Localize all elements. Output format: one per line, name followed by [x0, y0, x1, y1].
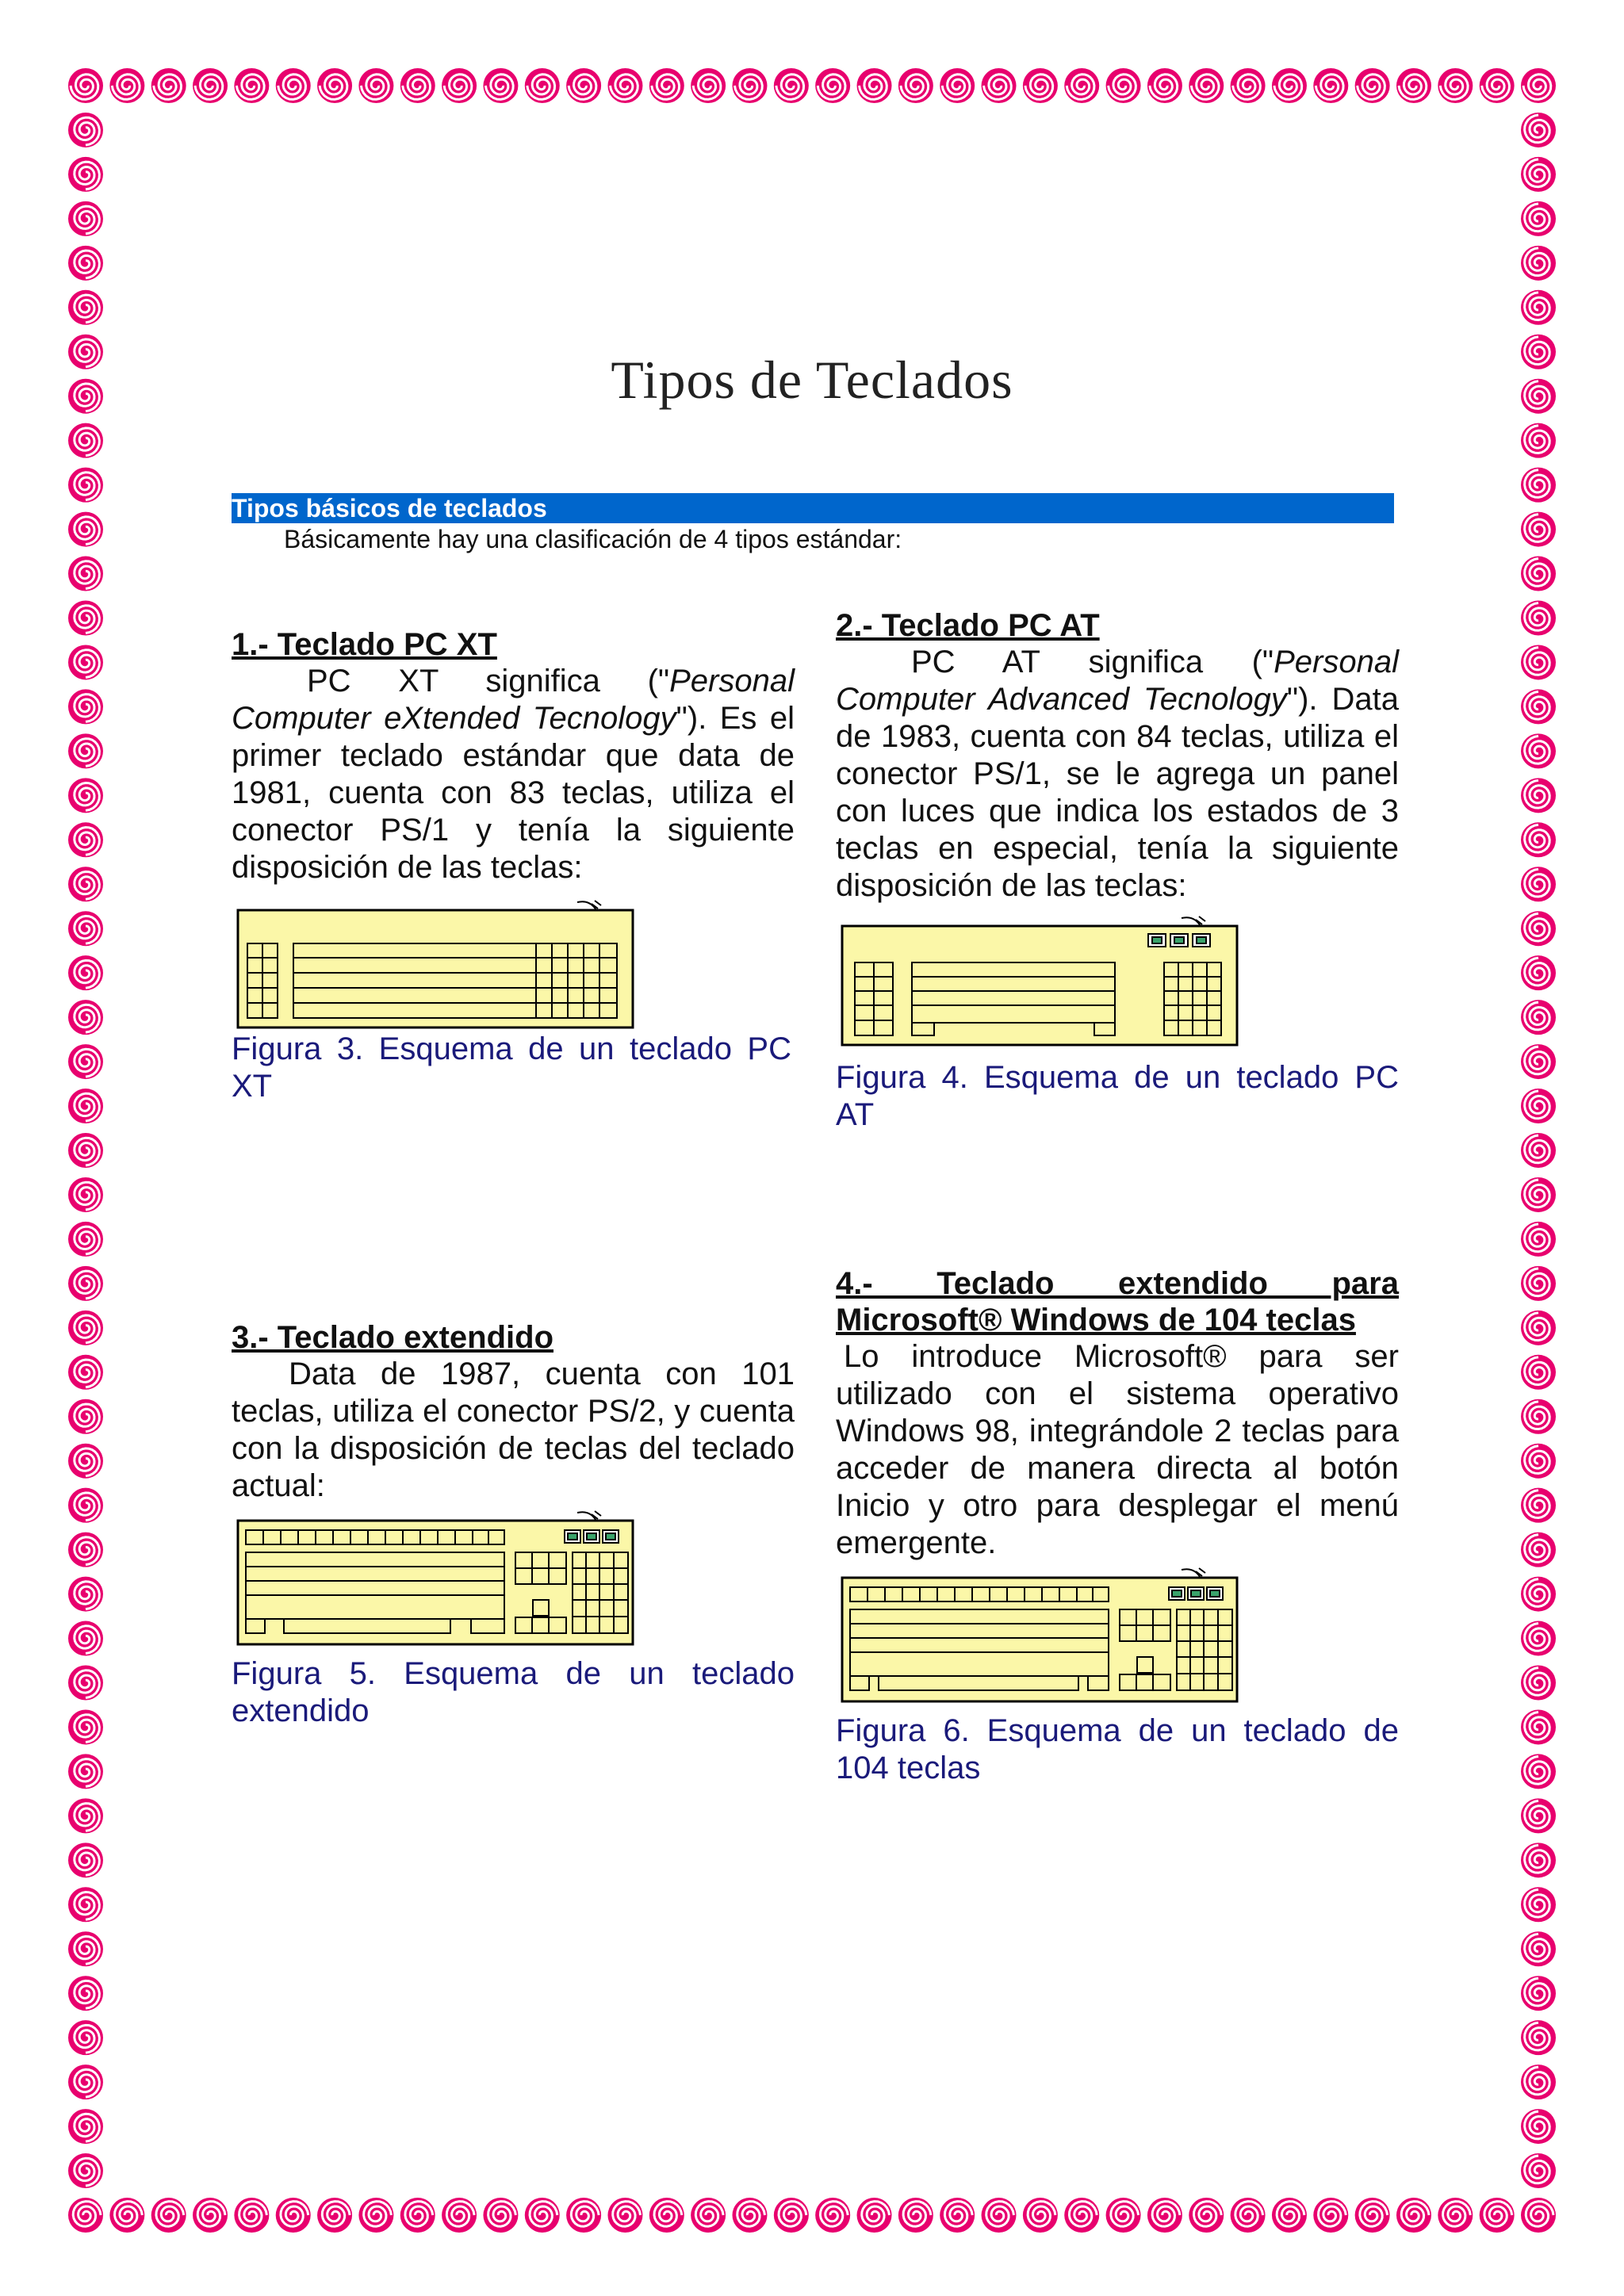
- spiral-ornament: [649, 68, 684, 103]
- spiral-ornament: [151, 68, 186, 103]
- section-bar: Tipos básicos de teclados: [232, 493, 1394, 523]
- keyboard-extended-diagram: [236, 1505, 637, 1647]
- spiral-ornament: [1521, 468, 1556, 503]
- spiral-ornament: [1521, 733, 1556, 768]
- spiral-ornament: [774, 68, 809, 103]
- spiral-ornament: [566, 2198, 601, 2233]
- spiral-ornament: [1521, 822, 1556, 857]
- spiral-ornament: [1521, 955, 1556, 990]
- spiral-ornament: [1147, 68, 1182, 103]
- spiral-ornament: [1521, 2020, 1556, 2055]
- spiral-ornament: [68, 733, 103, 768]
- page-title: Tipos de Teclados: [611, 350, 1013, 410]
- spiral-ornament: [1480, 2198, 1515, 2233]
- item-body: [836, 644, 1399, 905]
- item-body: Lo introduce Microsoft® para ser utilizado con el sistema operativo Windows 98, integrándole 2 teclas para acceder de manera directa al botón Inicio y otro para desplegar el menú emergente.: [836, 1339, 1399, 1560]
- spiral-ornament: [109, 2198, 144, 2233]
- item-body: Data de 1987, cuenta con 101 teclas, utiliza el conector PS/2, y cuenta con la disposición de teclas del teclado actual:: [232, 1357, 795, 1503]
- spiral-ornament: [68, 1000, 103, 1035]
- spiral-ornament: [1438, 68, 1473, 103]
- spiral-ornament: [483, 2198, 518, 2233]
- figure-caption: Figura 5. Esquema de un teclado extendido: [232, 1656, 795, 1728]
- spiral-ornament: [1521, 601, 1556, 636]
- spiral-ornament: [525, 68, 560, 103]
- spiral-ornament: [1272, 68, 1307, 103]
- spiral-ornament: [68, 1044, 103, 1079]
- spiral-ornament: [68, 1444, 103, 1479]
- spiral-ornament: [1521, 157, 1556, 192]
- spiral-ornament: [940, 68, 975, 103]
- spiral-ornament: [774, 2198, 809, 2233]
- item-heading: 1.- Teclado PC XT: [232, 627, 497, 662]
- spiral-ornament: [68, 246, 103, 281]
- spiral-ornament: [732, 2198, 767, 2233]
- spiral-ornament: [1480, 68, 1515, 103]
- spiral-ornament: [109, 68, 144, 103]
- spiral-ornament: [193, 68, 228, 103]
- spiral-ornament: [1521, 1754, 1556, 1789]
- spiral-ornament: [566, 68, 601, 103]
- spiral-ornament: [68, 689, 103, 724]
- spiral-ornament: [1396, 68, 1431, 103]
- spiral-ornament: [68, 2020, 103, 2055]
- spiral-ornament: [1521, 1621, 1556, 1656]
- spiral-ornament: [1521, 778, 1556, 813]
- spiral-ornament: [1521, 423, 1556, 458]
- spiral-ornament: [1521, 1266, 1556, 1301]
- spiral-ornament: [276, 68, 311, 103]
- spiral-ornament: [940, 2198, 975, 2233]
- spiral-ornament: [400, 68, 435, 103]
- spiral-ornament: [1521, 867, 1556, 901]
- spiral-ornament: [607, 68, 642, 103]
- spiral-ornament: [857, 68, 892, 103]
- spiral-ornament: [1064, 68, 1099, 103]
- spiral-ornament: [1521, 1798, 1556, 1833]
- spiral-ornament: [1521, 2064, 1556, 2099]
- spiral-ornament: [68, 1533, 103, 1567]
- spiral-ornament: [442, 68, 477, 103]
- spiral-ornament: [1189, 2198, 1224, 2233]
- spiral-ornament: [68, 1931, 103, 1966]
- spiral-ornament: [68, 1754, 103, 1789]
- spiral-ornament: [691, 68, 726, 103]
- spiral-ornament: [1189, 68, 1224, 103]
- spiral-ornament: [68, 1666, 103, 1701]
- spiral-ornament: [1023, 2198, 1058, 2233]
- keyboard-xt-diagram: [236, 894, 637, 1031]
- spiral-ornament: [1521, 2198, 1556, 2233]
- figure-caption: Figura 6. Esquema de un teclado de 104 teclas: [836, 1713, 1399, 1785]
- spiral-ornament: [1521, 1976, 1556, 2011]
- spiral-ornament: [68, 1399, 103, 1434]
- spiral-ornament: [68, 423, 103, 458]
- spiral-ornament: [1521, 557, 1556, 591]
- spiral-ornament: [898, 2198, 933, 2233]
- spiral-ornament: [1521, 1399, 1556, 1434]
- spiral-ornament: [1272, 2198, 1307, 2233]
- spiral-ornament: [1521, 201, 1556, 236]
- item-heading: 2.- Teclado PC AT: [836, 608, 1100, 643]
- spiral-ornament: [68, 2064, 103, 2099]
- spiral-ornament: [857, 2198, 892, 2233]
- item-pc-at: [836, 607, 1399, 905]
- spiral-ornament: [68, 1843, 103, 1877]
- spiral-ornament: [1521, 1177, 1556, 1212]
- spiral-ornament: [68, 645, 103, 679]
- item-heading: 3.- Teclado extendido: [232, 1320, 553, 1355]
- keyboard-104-diagram: [841, 1562, 1241, 1705]
- body-text: "). Data de 1983, cuenta con 84 teclas, utiliza el conector PS/1, se le agrega un panel con luces que indica los estados de 3 teclas en especial, tenía la siguiente disposición de las teclas:: [836, 682, 1399, 903]
- spiral-ornament: [68, 601, 103, 636]
- spiral-ornament: [1521, 1089, 1556, 1123]
- item-windows-104: [836, 1265, 1399, 1562]
- spiral-ornament: [68, 822, 103, 857]
- spiral-ornament: [1521, 645, 1556, 679]
- spiral-ornament: [68, 867, 103, 901]
- spiral-ornament: [68, 1133, 103, 1168]
- spiral-ornament: [68, 955, 103, 990]
- spiral-ornament: [1521, 1887, 1556, 1922]
- spiral-ornament: [68, 1976, 103, 2011]
- item-pc-xt: [232, 626, 795, 886]
- spiral-ornament: [1521, 1488, 1556, 1523]
- spiral-ornament: [1355, 2198, 1390, 2233]
- item-heading-line2: Microsoft® Windows de 104 teclas: [836, 1303, 1356, 1337]
- body-text: "). Es el primer teclado estándar que data de 1981, cuenta con 83 teclas, utiliza el conector PS/1 y tenía la siguiente disposición de las teclas:: [232, 701, 795, 885]
- spiral-ornament: [68, 113, 103, 147]
- spiral-ornament: [68, 1577, 103, 1612]
- spiral-ornament: [1521, 1533, 1556, 1567]
- spiral-ornament: [1023, 68, 1058, 103]
- spiral-ornament: [193, 2198, 228, 2233]
- spiral-ornament: [68, 2153, 103, 2188]
- spiral-ornament: [1521, 246, 1556, 281]
- spiral-ornament: [1521, 1222, 1556, 1257]
- spiral-ornament: [1355, 68, 1390, 103]
- spiral-ornament: [1521, 113, 1556, 147]
- spiral-ornament: [1521, 1355, 1556, 1390]
- spiral-ornament: [483, 68, 518, 103]
- spiral-ornament: [317, 68, 352, 103]
- spiral-ornament: [68, 468, 103, 503]
- spiral-ornament: [68, 1177, 103, 1212]
- spiral-ornament: [525, 2198, 560, 2233]
- body-text: PC XT significa (": [307, 664, 670, 698]
- spiral-ornament: [234, 2198, 269, 2233]
- spiral-ornament: [317, 2198, 352, 2233]
- spiral-ornament: [400, 2198, 435, 2233]
- spiral-ornament: [1521, 1709, 1556, 1744]
- spiral-ornament: [1521, 68, 1556, 103]
- spiral-ornament: [1521, 911, 1556, 946]
- spiral-ornament: [276, 2198, 311, 2233]
- spiral-ornament: [1521, 1044, 1556, 1079]
- body-italic: Personal Computer eXtended Tecnology: [232, 664, 795, 736]
- spiral-ornament: [649, 2198, 684, 2233]
- spiral-ornament: [1438, 2198, 1473, 2233]
- spiral-ornament: [1521, 2109, 1556, 2144]
- spiral-ornament: [1521, 1577, 1556, 1612]
- spiral-ornament: [151, 2198, 186, 2233]
- spiral-ornament: [1064, 2198, 1099, 2233]
- spiral-ornament: [1521, 512, 1556, 547]
- spiral-ornament: [1231, 68, 1266, 103]
- spiral-ornament: [815, 68, 850, 103]
- spiral-ornament: [68, 1222, 103, 1257]
- spiral-ornament: [68, 1488, 103, 1523]
- spiral-ornament: [1521, 1000, 1556, 1035]
- figure-caption: Figura 4. Esquema de un teclado PC AT: [836, 1060, 1399, 1132]
- spiral-ornament: [68, 1266, 103, 1301]
- spiral-ornament: [234, 68, 269, 103]
- spiral-ornament: [1147, 2198, 1182, 2233]
- spiral-ornament: [68, 201, 103, 236]
- spiral-ornament: [68, 157, 103, 192]
- body-italic: Personal Computer Advanced Tecnology: [836, 645, 1399, 717]
- spiral-ornament: [1313, 68, 1348, 103]
- spiral-ornament: [358, 68, 393, 103]
- spiral-ornament: [68, 512, 103, 547]
- spiral-ornament: [358, 2198, 393, 2233]
- spiral-ornament: [68, 2109, 103, 2144]
- keyboard-at-diagram: [841, 910, 1241, 1048]
- spiral-ornament: [68, 1355, 103, 1390]
- section-intro: Básicamente hay una clasificación de 4 tipos estándar:: [284, 525, 902, 553]
- item-heading: 4.- Teclado extendido para: [836, 1266, 1399, 1301]
- spiral-ornament: [68, 68, 103, 103]
- spiral-ornament: [1521, 290, 1556, 325]
- spiral-ornament: [1521, 689, 1556, 724]
- spiral-ornament: [68, 557, 103, 591]
- spiral-ornament: [442, 2198, 477, 2233]
- spiral-ornament: [68, 1798, 103, 1833]
- body-text: PC AT significa (": [911, 645, 1274, 679]
- spiral-ornament: [1521, 1931, 1556, 1966]
- spiral-ornament: [68, 778, 103, 813]
- spiral-ornament: [1521, 1666, 1556, 1701]
- item-body: [232, 663, 795, 886]
- spiral-ornament: [1521, 2153, 1556, 2188]
- spiral-ornament: [68, 1887, 103, 1922]
- spiral-ornament: [1521, 1444, 1556, 1479]
- spiral-ornament: [68, 2198, 103, 2233]
- spiral-ornament: [1106, 68, 1141, 103]
- spiral-ornament: [1521, 1133, 1556, 1168]
- spiral-ornament: [982, 2198, 1017, 2233]
- spiral-ornament: [607, 2198, 642, 2233]
- spiral-ornament: [68, 1311, 103, 1345]
- spiral-ornament: [898, 68, 933, 103]
- spiral-ornament: [1521, 1843, 1556, 1877]
- spiral-ornament: [68, 911, 103, 946]
- spiral-ornament: [1313, 2198, 1348, 2233]
- spiral-ornament: [68, 290, 103, 325]
- figure-caption: Figura 3. Esquema de un teclado PC XT: [232, 1031, 791, 1104]
- spiral-ornament: [1231, 2198, 1266, 2233]
- spiral-ornament: [982, 68, 1017, 103]
- item-extended: [232, 1319, 795, 1505]
- spiral-ornament: [68, 1621, 103, 1656]
- spiral-ornament: [815, 2198, 850, 2233]
- spiral-ornament: [1106, 2198, 1141, 2233]
- spiral-ornament: [732, 68, 767, 103]
- spiral-ornament: [1521, 1311, 1556, 1345]
- spiral-ornament: [1396, 2198, 1431, 2233]
- spiral-ornament: [691, 2198, 726, 2233]
- spiral-ornament: [68, 1709, 103, 1744]
- spiral-ornament: [68, 1089, 103, 1123]
